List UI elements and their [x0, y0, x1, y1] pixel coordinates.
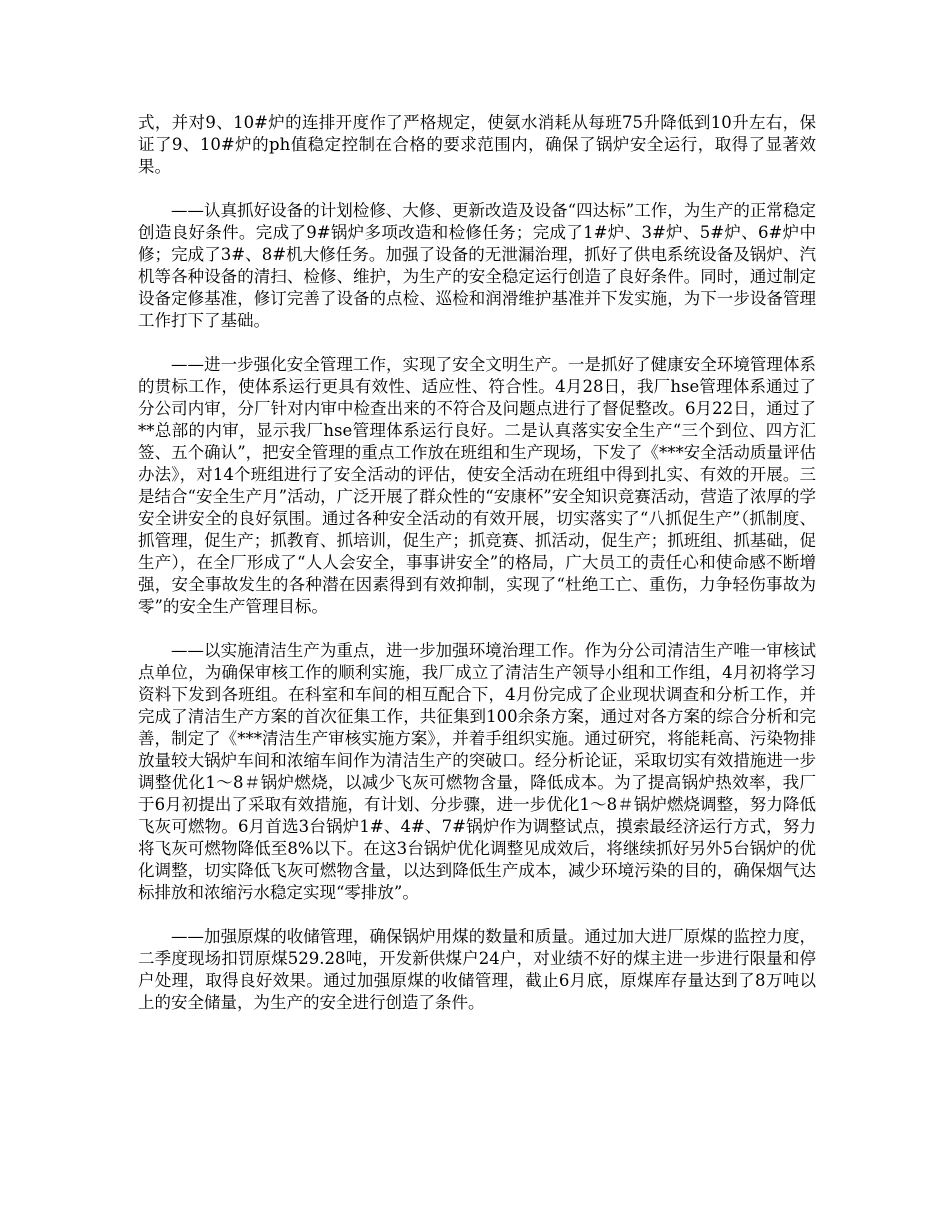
paragraph-safety-management: ——进一步强化安全管理工作，实现了安全文明生产。一是抓好了健康安全环境管理体系的贯标工作，使体系运行更具有效性、适应性、符合性。4月28日，我厂hse管理体系通过了分公司内审，分厂针对内审中检查出来的不符合及问题点进行了督促整改。6月22日，通过了**总部的内审，显示我厂hse管理体系运行良好。二是认真落实安全生产“三个到位、四方汇签、五个确认”，把安全管理的重点工作放在班组和生产现场，下发了《***安全活动质量评估办法》，对14个班组进行了安全活动的评估，使安全活动在班组中得到扎实、有效的开展。三是结合“安全生产月”活动，广泛开展了群众性的“安康杯”安全知识竞赛活动，营造了浓厚的学安全讲安全的良好氛围。通过各种安全活动的有效开展，切实落实了“八抓促生产”（抓制度、抓管理，促生产；抓教育、抓培训，促生产；抓竞赛、抓活动，促生产；抓班组、抓基础，促生产），在全厂形成了“人人会安全，事事讲安全”的格局，广大员工的责任心和使命感不断增强，安全事故发生的各种潜在因素得到有效抑制，实现了“杜绝工亡、重伤，力争轻伤事故为零”的安全生产管理目标。 [138, 355, 816, 616]
paragraph-coal-storage: ——加强原煤的收储管理，确保锅炉用煤的数量和质量。通过加大进厂原煤的监控力度，二季度现场扣罚原煤529.28吨，开发新供煤户24户，对业绩不好的煤主进一步进行限量和停户处理，取得良好效果。通过加强原煤的收储管理，截止6月底，原煤库存量达到了8万吨以上的安全储量，为生产的安全进行创造了条件。 [138, 927, 816, 1012]
paragraph-continuation: 式，并对9、10#炉的连排开度作了严格规定，使氨水消耗从每班75升降低到10升左右，保证了9、10#炉的ph值稳定控制在合格的要求范围内，确保了锅炉安全运行，取得了显著效果。 [138, 113, 816, 176]
paragraph-clean-production: ——以实施清洁生产为重点，进一步加强环境治理工作。作为分公司清洁生产唯一审核试点单位，为确保审核工作的顺利实施，我厂成立了清洁生产领导小组和工作组，4月初将学习资料下发到各班组。在科室和车间的相互配合下，4月份完成了企业现状调查和分析工作，并完成了清洁生产方案的首次征集工作，共征集到100余条方案，通过对各方案的综合分析和完善，制定了《***清洁生产审核实施方案》，并着手组织实施。通过研究，将能耗高、污染物排放量较大锅炉车间和浓缩车间作为清洁生产的突破口。经分析论证，采取切实有效措施进一步调整优化1～8＃锅炉燃烧，以减少飞灰可燃物含量，降低成本。为了提高锅炉热效率，我厂于6月初提出了采取有效措施，有计划、分步骤，进一步优化1～8＃锅炉燃烧调整，努力降低飞灰可燃物。6月首选3台锅炉1#、4#、7#锅炉作为调整试点，摸索最经济运行方式，努力将飞灰可燃物降低至8%以下。在这3台锅炉优化调整见成效后，将继续抓好另外5台锅炉的优化调整，切实降低飞灰可燃物含量，以达到降低生产成本，减少环境污染的目的，确保烟气达标排放和浓缩污水稳定实现“零排放”。 [138, 641, 816, 902]
document-page [138, 112, 816, 1036]
paragraph-equipment-maintenance: ——认真抓好设备的计划检修、大修、更新改造及设备“四达标”工作，为生产的正常稳定创造良好条件。完成了9#锅炉多项改造和检修任务；完成了1#炉、3#炉、5#炉、6#炉中修；完成了3#、8#机大修任务。加强了设备的无泄漏治理，抓好了供电系统设备及锅炉、汽机等各种设备的清扫、检修、维护，为生产的安全稳定运行创造了良好条件。同时，通过制定设备定修基准，修订完善了设备的点检、巡检和润滑维护基准并下发实施，为下一步设备管理工作打下了基础。 [138, 201, 816, 330]
